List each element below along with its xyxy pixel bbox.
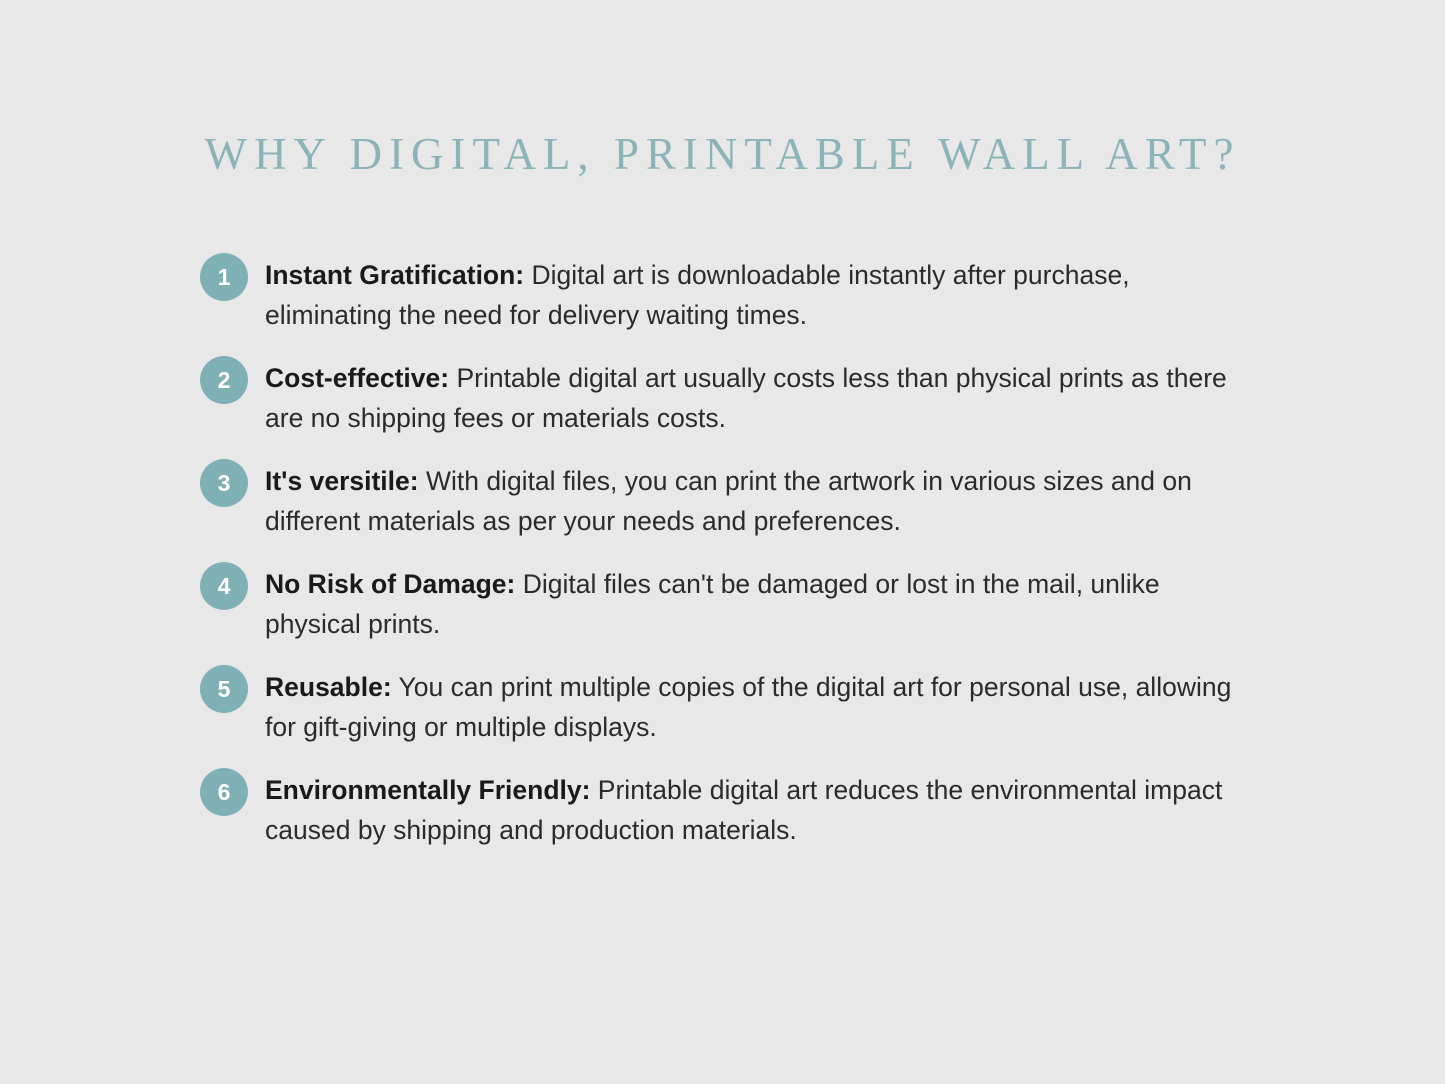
list-item-lead: Reusable: [265, 672, 392, 702]
list-item-text [265, 765, 1260, 850]
list-item-body: Printable digital art reduces the environmental impact caused by shipping and production materials. [265, 775, 1223, 845]
list-item-text [265, 662, 1260, 747]
list-item-number-badge: 1 [200, 253, 248, 301]
list-item [200, 456, 1260, 541]
benefits-list [200, 250, 1260, 868]
list-item-text [265, 353, 1260, 438]
list-item-text [265, 250, 1260, 335]
list-item-body: Digital art is downloadable instantly after purchase, eliminating the need for delivery waiting times. [265, 260, 1130, 330]
list-item-body: With digital files, you can print the artwork in various sizes and on different materials as per your needs and preferences. [265, 466, 1192, 536]
list-item [200, 353, 1260, 438]
list-item-lead: No Risk of Damage: [265, 569, 516, 599]
list-item-number-badge: 4 [200, 562, 248, 610]
list-item-number-badge: 5 [200, 665, 248, 713]
list-item [200, 662, 1260, 747]
list-item [200, 250, 1260, 335]
list-item-lead: Instant Gratification: [265, 260, 525, 290]
list-item-body: Printable digital art usually costs less than physical prints as there are no shipping fees or materials costs. [265, 363, 1227, 433]
list-item-lead: It's versitile: [265, 466, 419, 496]
list-item-lead: Environmentally Friendly: [265, 775, 591, 805]
list-item-lead: Cost-effective: [265, 363, 450, 393]
page-title: WHY DIGITAL, PRINTABLE WALL ART? [204, 129, 1241, 179]
list-item-text [265, 456, 1260, 541]
list-item-text [265, 559, 1260, 644]
list-item-body: Digital files can't be damaged or lost in the mail, unlike physical prints. [265, 569, 1160, 639]
list-item [200, 765, 1260, 850]
list-item-body: You can print multiple copies of the digital art for personal use, allowing for gift-giving or multiple displays. [265, 672, 1232, 742]
list-item-number-badge: 6 [200, 768, 248, 816]
list-item-number-badge: 2 [200, 356, 248, 404]
list-item [200, 559, 1260, 644]
list-item-number-badge: 3 [200, 459, 248, 507]
